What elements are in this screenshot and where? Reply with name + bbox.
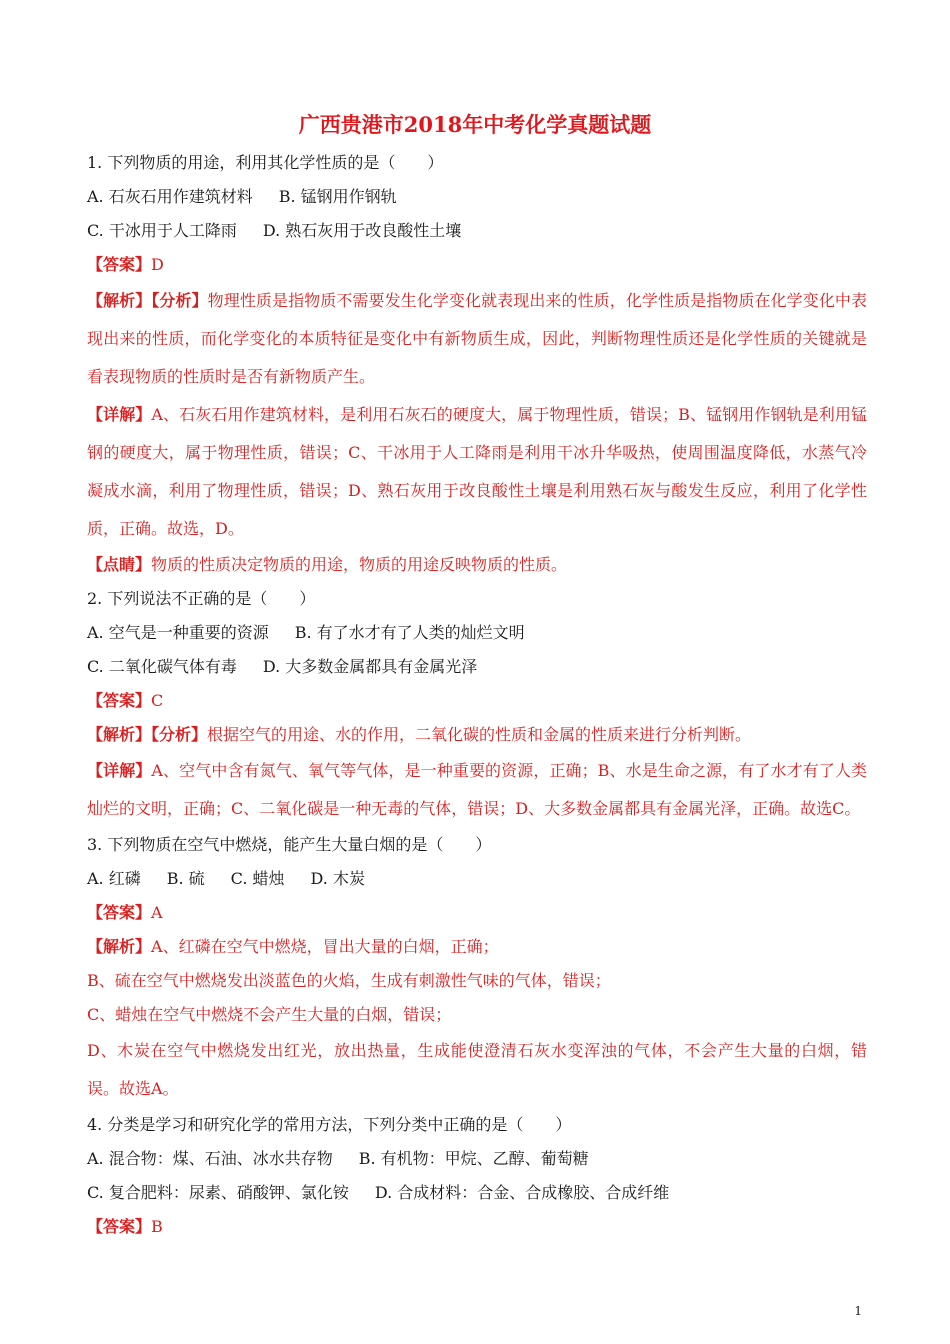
q2-stem: 2. 下列说法不正确的是（ ） (87, 589, 316, 608)
q4-option-c: C. 复合肥料：尿素、硝酸钾、氯化铵 (87, 1183, 349, 1202)
q3-analysis-b: B、硫在空气中燃烧发出淡蓝色的火焰，生成有刺激性气味的气体，错误； (87, 971, 611, 990)
q1-option-d: D. 熟石灰用于改良酸性土壤 (262, 221, 462, 240)
analysis-text: A、红磷在空气中燃烧，冒出大量的白烟，正确； (151, 937, 499, 956)
answer-value: A (151, 903, 163, 922)
tip-tag: 【点睛】 (87, 555, 152, 574)
q3-option-a: A. 红磷 (87, 869, 141, 888)
answer-value: D (151, 255, 164, 274)
q4-option-d: D. 合成材料：合金、合成橡胶、合成纤维 (374, 1183, 670, 1202)
answer-value: C (151, 691, 164, 710)
q1-options-cd (87, 214, 867, 248)
detail-text: A、空气中含有氮气、氧气等气体，是一种重要的资源，正确；B、水是生命之源，有了水才有了人类灿烂的文明，正确；C、二氧化碳是一种无毒的气体，错误；D、大多数金属都具有金属光泽，正确。故选C。 (87, 761, 867, 818)
q1-option-a: A. 石灰石用作建筑材料 (87, 187, 253, 206)
q2-option-b: B. 有了水才有了人类的灿烂文明 (294, 623, 525, 642)
answer-value: B (151, 1217, 163, 1236)
q1-option-c: C. 干冰用于人工降雨 (87, 221, 237, 240)
q1-tip (87, 548, 867, 582)
q1-answer (87, 248, 867, 282)
q4-option-b: B. 有机物：甲烷、乙醇、葡萄糖 (358, 1149, 589, 1168)
q1-stem: 1. 下列物质的用途，利用其化学性质的是（ ） (87, 153, 444, 172)
q2-detail (87, 752, 867, 828)
q2-option-c: C. 二氧化碳气体有毒 (87, 657, 237, 676)
q3-analysis-c: C、蜡烛在空气中燃烧不会产生大量的白烟，错误； (87, 1005, 452, 1024)
q2-analysis (87, 718, 867, 752)
q4-options-ab (87, 1142, 867, 1176)
answer-tag: 【答案】 (87, 255, 152, 274)
q2-answer (87, 684, 867, 718)
detail-tag: 【详解】 (87, 405, 152, 424)
analysis-tag: 【解析】【分析】 (87, 725, 208, 744)
answer-tag: 【答案】 (87, 1217, 152, 1236)
q1-options-ab (87, 180, 867, 214)
q3-stem: 3. 下列物质在空气中燃烧，能产生大量白烟的是（ ） (87, 835, 492, 854)
q2-option-d: D. 大多数金属都具有金属光泽 (262, 657, 478, 676)
q2-options-ab (87, 616, 867, 650)
answer-tag: 【答案】 (87, 903, 152, 922)
document-content (87, 146, 867, 1244)
q3-option-b: B. 硫 (166, 869, 205, 888)
q2-options-cd (87, 650, 867, 684)
q1-analysis (87, 282, 867, 396)
analysis-text: 物理性质是指物质不需要发生化学变化就表现出来的性质，化学性质是指物质在化学变化中表现出来的性质，而化学变化的本质特征是变化中有新物质生成，因此，判断物理性质还是化学性质的关键就是看表现物质的性质时是否有新物质产生。 (87, 291, 867, 386)
analysis-text: 根据空气的用途、水的作用，二氧化碳的性质和金属的性质来进行分析判断。 (207, 725, 752, 744)
q3-answer (87, 896, 867, 930)
q2-option-a: A. 空气是一种重要的资源 (87, 623, 269, 642)
q1-option-b: B. 锰钢用作钢轨 (278, 187, 397, 206)
q3-options (87, 862, 867, 896)
q4-stem: 4. 分类是学习和研究化学的常用方法，下列分类中正确的是（ ） (87, 1115, 572, 1134)
detail-tag: 【详解】 (87, 761, 152, 780)
q4-option-a: A. 混合物：煤、石油、冰水共存物 (87, 1149, 333, 1168)
page-title: 广西贵港市2018年中考化学真题试题 (298, 112, 652, 137)
q4-options-cd (87, 1176, 867, 1210)
tip-text: 物质的性质决定物质的用途，物质的用途反映物质的性质。 (151, 555, 568, 574)
q3-analysis-d: D、木炭在空气中燃烧发出红光，放出热量，生成能使澄清石灰水变浑浊的气体，不会产生大量的白烟，错误。故选A。 (87, 1041, 867, 1098)
detail-text: A、石灰石用作建筑材料，是利用石灰石的硬度大，属于物理性质，错误；B、锰钢用作钢轨是利用锰钢的硬度大，属于物理性质，错误；C、干冰用于人工降雨是利用干冰升华吸热，使周围温度降低，水蒸气冷凝成水滴，利用了物理性质，错误；D、熟石灰用于改良酸性土壤是利用熟石灰与酸发生反应，利用了化学性质，正确。故选，D。 (87, 405, 867, 538)
analysis-tag: 【解析】【分析】 (87, 291, 208, 310)
q1-detail (87, 396, 867, 548)
q3-option-c: C. 蜡烛 (230, 869, 285, 888)
analysis-tag: 【解析】 (87, 937, 152, 956)
answer-tag: 【答案】 (87, 691, 152, 710)
page-number: 1 (854, 1304, 862, 1318)
q4-answer (87, 1210, 867, 1244)
q3-analysis-a (87, 930, 867, 964)
q3-option-d: D. 木炭 (310, 869, 365, 888)
